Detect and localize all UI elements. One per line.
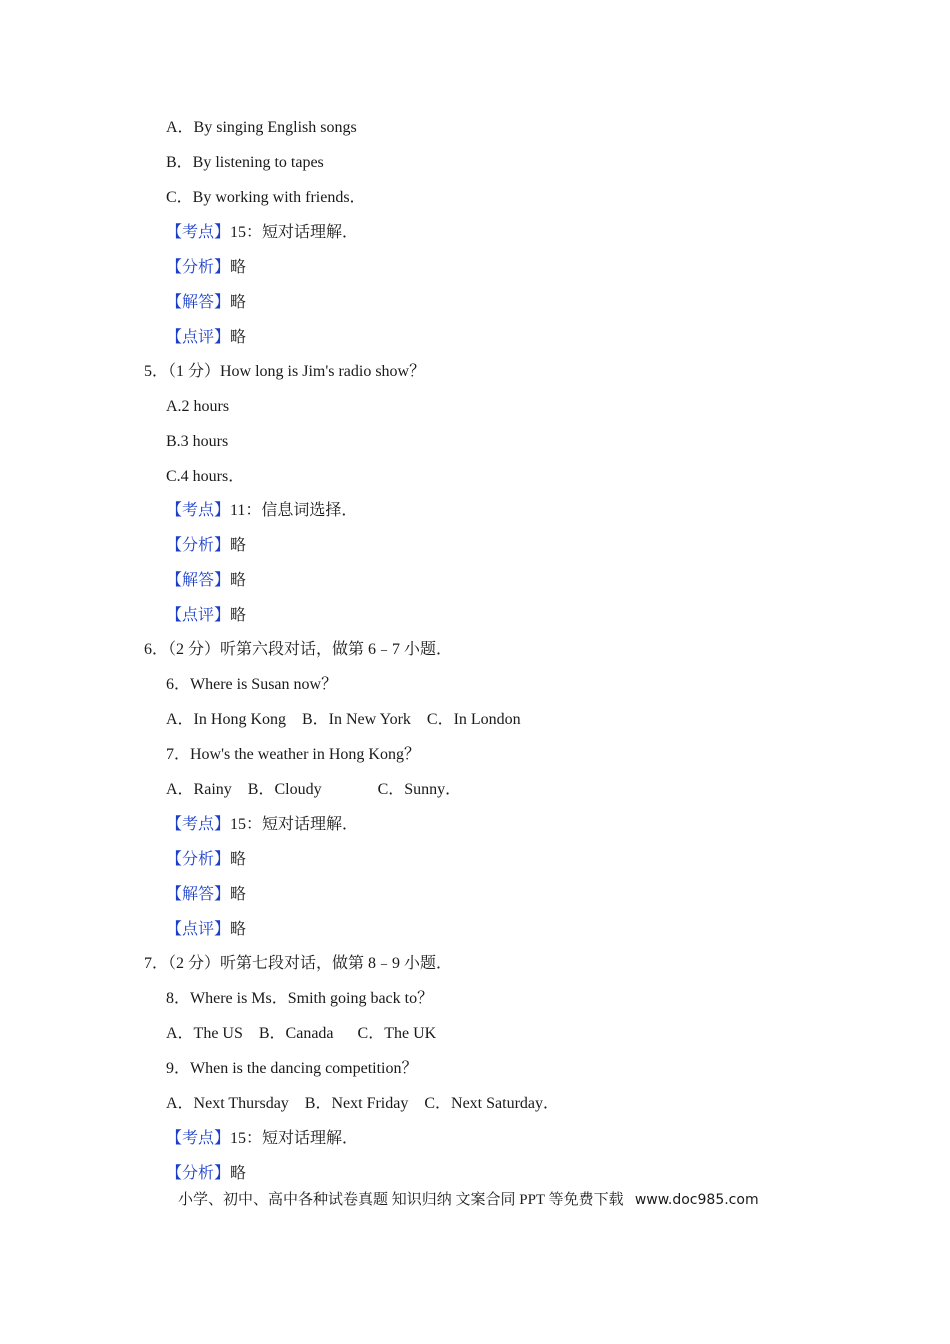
q7-fenxi	[166, 1164, 246, 1184]
fenxi-tag: 【分析】	[166, 1165, 231, 1182]
footer-text: 小学、初中、高中各种试卷真题 知识归纳 文案合同 PPT 等免费下载	[178, 1192, 635, 1208]
q6-question: 6．（2 分）听第六段对话，做第 6﹣7 小题．	[144, 641, 453, 658]
q5-jieda	[166, 571, 246, 591]
q6-sub2: 7．How's the weather in Hong Kong？	[166, 746, 420, 763]
q5-question: 5．（1 分）How long is Jim's radio show？	[144, 363, 426, 380]
jieda-text: 略	[230, 886, 247, 903]
q6-sub1: 6．Where is Susan now？	[166, 676, 338, 693]
kaodian-text: 11：信息词选择．	[230, 502, 358, 519]
fenxi-tag: 【分析】	[166, 259, 231, 276]
q4-option-c: C．By working with friends．	[166, 189, 366, 206]
dianping-tag: 【点评】	[166, 607, 231, 624]
q5-fenxi	[166, 536, 246, 556]
q6-sub2-options: A．Rainy B．Cloudy C．Sunny．	[166, 781, 462, 798]
q5-kaodian	[166, 501, 357, 521]
q4-fenxi	[166, 258, 246, 278]
jieda-tag: 【解答】	[166, 572, 231, 589]
q6-sub1-options: A．In Hong Kong B．In New York C．In London	[166, 711, 521, 728]
fenxi-tag: 【分析】	[166, 537, 231, 554]
fenxi-tag: 【分析】	[166, 851, 231, 868]
dianping-tag: 【点评】	[166, 329, 231, 346]
q4-dianping	[166, 328, 246, 348]
page-footer	[178, 1190, 759, 1210]
jieda-tag: 【解答】	[166, 294, 231, 311]
q7-sub1: 8．Where is Ms．Smith going back to？	[166, 990, 434, 1007]
q7-sub2: 9．When is the dancing competition？	[166, 1060, 418, 1077]
jieda-text: 略	[230, 294, 247, 311]
q7-sub2-options: A．Next Thursday B．Next Friday C．Next Saturday．	[166, 1095, 559, 1112]
dianping-tag: 【点评】	[166, 921, 231, 938]
dianping-text: 略	[230, 329, 247, 346]
jieda-text: 略	[230, 572, 247, 589]
q6-fenxi	[166, 850, 246, 870]
q5-option-b: B.3 hours	[166, 433, 229, 450]
q4-option-a: A．By singing English songs	[166, 119, 357, 136]
footer-url[interactable]: www.doc985.com	[634, 1192, 759, 1208]
q7-kaodian	[166, 1129, 358, 1149]
q4-kaodian	[166, 223, 358, 243]
q7-sub1-options: A．The US B．Canada C．The UK	[166, 1025, 437, 1042]
kaodian-text: 15：短对话理解．	[230, 816, 359, 833]
kaodian-text: 15：短对话理解．	[230, 1130, 359, 1147]
kaodian-tag: 【考点】	[166, 502, 231, 519]
jieda-tag: 【解答】	[166, 886, 231, 903]
q5-option-c: C.4 hours．	[166, 468, 245, 485]
kaodian-tag: 【考点】	[166, 816, 231, 833]
q4-option-b: B．By listening to tapes	[166, 154, 324, 171]
fenxi-text: 略	[230, 259, 247, 276]
q6-kaodian	[166, 815, 358, 835]
q6-jieda	[166, 885, 246, 905]
kaodian-text: 15：短对话理解．	[230, 224, 359, 241]
q7-question: 7．（2 分）听第七段对话，做第 8﹣9 小题．	[144, 955, 453, 972]
q6-dianping	[166, 920, 246, 940]
fenxi-text: 略	[230, 537, 247, 554]
fenxi-text: 略	[230, 851, 247, 868]
dianping-text: 略	[230, 921, 247, 938]
q5-dianping	[166, 606, 246, 626]
q4-jieda	[166, 293, 246, 313]
kaodian-tag: 【考点】	[166, 224, 231, 241]
fenxi-text: 略	[230, 1165, 247, 1182]
dianping-text: 略	[230, 607, 247, 624]
kaodian-tag: 【考点】	[166, 1130, 231, 1147]
q5-option-a: A.2 hours	[166, 398, 230, 415]
